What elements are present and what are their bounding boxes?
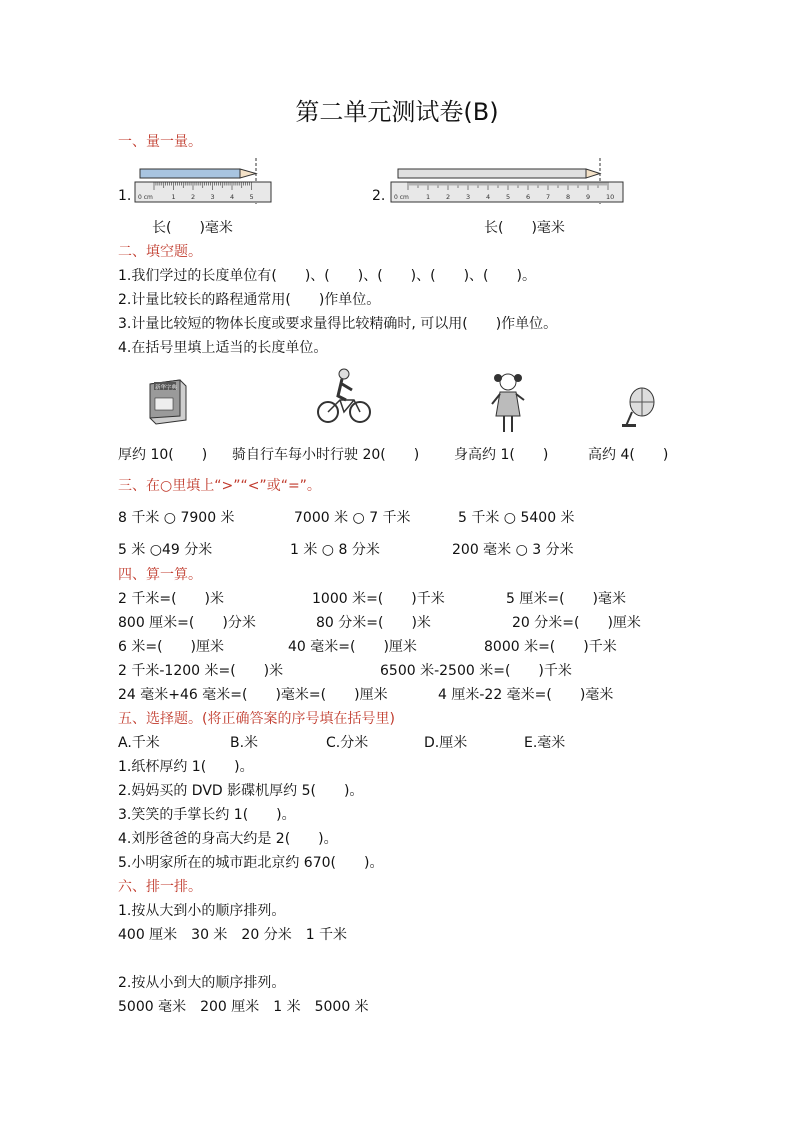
choice-question-4: 4.刘彤爸爸的身高大约是 2( )。 (118, 831, 338, 847)
calc-item: 24 毫米+46 毫米=( )毫米=( )厘米 (118, 687, 388, 703)
ruler-tick-label: 2 (446, 193, 451, 201)
compare-item: 7000 米 ○ 7 千米 (294, 510, 411, 526)
ruler-2-figure (388, 156, 626, 206)
order-question-1: 1.按从大到小的顺序排列。 (118, 903, 286, 919)
compare-item: 8 千米 ○ 7900 米 (118, 510, 235, 526)
ruler-tick-label: 3 (466, 193, 471, 201)
ruler-2-unit-label: 0 cm (394, 194, 409, 201)
ruler-tick-label: 3 (210, 193, 215, 201)
ruler-tick-label: 8 (566, 193, 571, 201)
fill-question-1: 1.我们学过的长度单位有( )、( )、( )、( )、( )。 (118, 268, 536, 284)
calc-item: 4 厘米-22 毫米=( )毫米 (438, 687, 614, 703)
caption-fan: 高约 4( ) (588, 447, 669, 463)
ruler-2-number: 2. (372, 188, 386, 204)
ruler-2-answer: 长( )毫米 (484, 220, 565, 236)
fill-question-4: 4.在括号里填上适当的长度单位。 (118, 340, 328, 356)
ruler-1-number: 1. (118, 188, 132, 204)
choice-option: A.千米 (118, 735, 160, 751)
choice-question-1: 1.纸杯厚约 1( )。 (118, 759, 254, 775)
ruler-1-answer: 长( )毫米 (152, 220, 233, 236)
compare-item: 5 米 ○49 分米 (118, 542, 213, 558)
ruler-1-figure (132, 156, 274, 206)
ruler-tick-label: 6 (526, 193, 531, 201)
section-4-heading: 四、算一算。 (118, 567, 202, 583)
choice-option: E.毫米 (524, 735, 566, 751)
ruler-tick-label: 5 (506, 193, 511, 201)
dictionary-cover-text: 新华字典 (155, 385, 178, 391)
caption-cycling: 骑自行车每小时行驶 20( ) (232, 447, 420, 463)
calc-item: 800 厘米=( )分米 (118, 615, 256, 631)
compare-item: 5 千米 ○ 5400 米 (458, 510, 575, 526)
calc-item: 1000 米=( )千米 (312, 591, 445, 607)
caption-girl: 身高约 1( ) (454, 447, 549, 463)
calc-item: 6 米=( )厘米 (118, 639, 225, 655)
calc-item: 2 千米-1200 米=( )米 (118, 663, 284, 679)
caption-dictionary: 厚约 10( ) (118, 447, 208, 463)
calc-item: 80 分米=( )米 (316, 615, 431, 631)
section-3-heading: 三、在○里填上“>”“<”或“=”。 (118, 478, 321, 494)
ruler-1-icon (135, 182, 271, 202)
ruler-tick-label: 9 (586, 193, 591, 201)
cyclist-icon (316, 366, 372, 426)
ruler-tick-label: 7 (546, 193, 551, 201)
fill-question-3: 3.计量比较短的物体长度或要求量得比较精确时, 可以用( )作单位。 (118, 316, 558, 332)
calc-item: 8000 米=( )千米 (484, 639, 617, 655)
calc-item: 40 毫米=( )厘米 (288, 639, 417, 655)
ruler-tick-label: 1 (171, 193, 176, 201)
section-6-heading: 六、排一排。 (118, 879, 202, 895)
order-items-1: 400 厘米 30 米 20 分米 1 千米 (118, 927, 348, 943)
ruler-2-icon (391, 182, 623, 202)
compare-item: 200 毫米 ○ 3 分米 (452, 542, 574, 558)
choice-option: C.分米 (326, 735, 369, 751)
calc-item: 6500 米-2500 米=( )千米 (380, 663, 572, 679)
page-title: 第二单元测试卷(B) (295, 98, 499, 126)
ruler-tick-label: 1 (426, 193, 431, 201)
section-5-heading: 五、选择题。(将正确答案的序号填在括号里) (118, 711, 395, 727)
section-2-heading: 二、填空题。 (118, 244, 202, 260)
compare-item: 1 米 ○ 8 分米 (290, 542, 380, 558)
ruler-1-unit-label: 0 cm (138, 194, 153, 201)
order-items-2: 5000 毫米 200 厘米 1 米 5000 米 (118, 999, 369, 1015)
ruler-tick-label: 5 (249, 193, 254, 201)
calc-item: 2 千米=( )米 (118, 591, 225, 607)
ruler-tick-label: 4 (230, 193, 235, 201)
calc-item: 5 厘米=( )毫米 (506, 591, 627, 607)
dictionary-icon (146, 376, 190, 426)
fill-question-2: 2.计量比较长的路程通常用( )作单位。 (118, 292, 381, 308)
order-question-2: 2.按从小到大的顺序排列。 (118, 975, 286, 991)
ruler-tick-label: 10 (606, 193, 615, 201)
ruler-tick-label: 2 (191, 193, 196, 201)
choice-option: D.厘米 (424, 735, 468, 751)
girl-icon (488, 370, 528, 434)
section-1-heading: 一、量一量。 (118, 134, 202, 150)
choice-question-5: 5.小明家所在的城市距北京约 670( )。 (118, 855, 384, 871)
ruler-tick-label: 4 (486, 193, 491, 201)
choice-option: B.米 (230, 735, 259, 751)
calc-item: 20 分米=( )厘米 (512, 615, 641, 631)
choice-question-3: 3.笑笑的手掌长约 1( )。 (118, 807, 296, 823)
fan-icon (622, 386, 656, 428)
choice-question-2: 2.妈妈买的 DVD 影碟机厚约 5( )。 (118, 783, 364, 799)
